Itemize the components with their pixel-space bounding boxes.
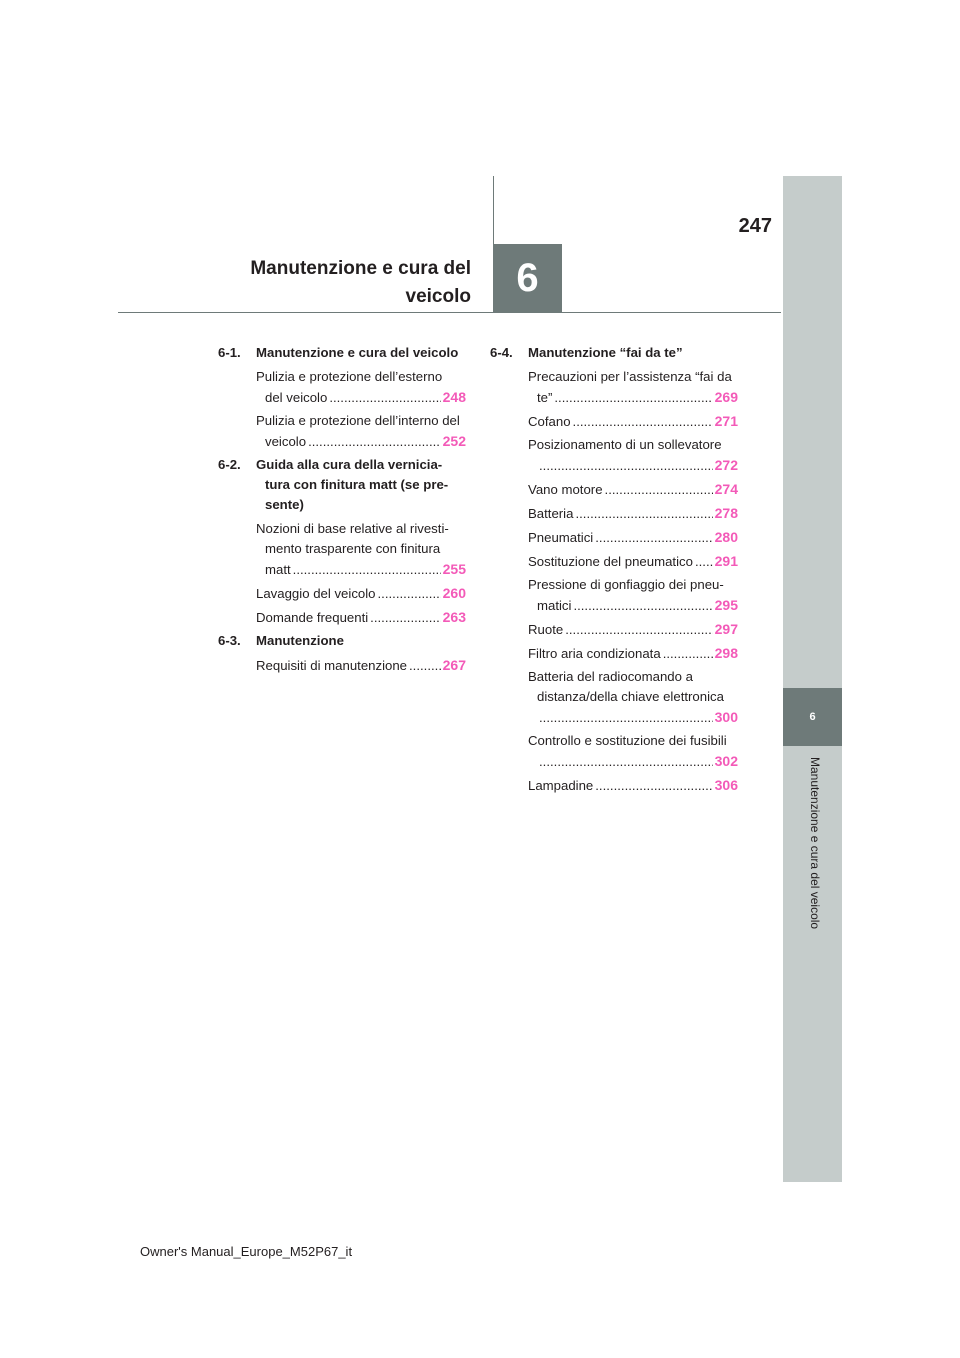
toc-entry[interactable] <box>528 527 738 548</box>
toc-section-6-3[interactable] <box>218 631 466 651</box>
toc-entry[interactable] <box>256 655 466 676</box>
toc-section-6-1[interactable] <box>218 343 466 363</box>
dot-leader <box>329 388 440 408</box>
page-link[interactable]: 248 <box>442 389 466 405</box>
chapter-title-line1: Manutenzione e cura del <box>250 258 471 279</box>
page-link[interactable]: 306 <box>714 777 738 793</box>
entry-text: Lavaggio del veicolo <box>256 586 376 601</box>
entry-text: Batteria <box>528 506 574 521</box>
entry-text: Domande frequenti <box>256 610 369 625</box>
entry-text: Pulizia e protezione dell’interno del <box>256 413 460 428</box>
entry-text: Vano motore <box>528 482 603 497</box>
toc-entry[interactable] <box>256 583 466 604</box>
page-link[interactable]: 274 <box>714 481 738 497</box>
side-chapter-tab <box>783 176 842 1182</box>
header-vertical-rule <box>493 176 494 244</box>
dot-leader <box>575 504 712 524</box>
entry-text: Sostituzione del pneumatico <box>528 554 693 569</box>
dot-leader <box>595 776 712 796</box>
side-tab-number[interactable]: 6 <box>783 688 842 746</box>
section-number: 6-2. <box>218 457 241 472</box>
page-footer: Owner's Manual_Europe_M52P67_it <box>140 1244 353 1259</box>
entry-text: distanza/della chiave elettronica <box>537 689 724 704</box>
header-horizontal-rule <box>118 312 781 313</box>
entry-text: veicolo <box>265 434 307 449</box>
section-title-line: tura con finitura matt (se pre- <box>265 477 449 492</box>
dot-leader <box>695 552 713 572</box>
page-link[interactable]: 269 <box>714 389 738 405</box>
section-title: Manutenzione e cura del veicolo <box>256 345 459 360</box>
entry-text: Lampadine <box>528 778 594 793</box>
section-title <box>256 455 466 515</box>
chapter-title <box>171 255 471 311</box>
toc-entry[interactable] <box>528 575 738 616</box>
entry-text: te” <box>537 390 553 405</box>
section-number: 6-1. <box>218 345 241 360</box>
dot-leader <box>378 584 441 604</box>
page-link[interactable]: 298 <box>714 645 738 661</box>
toc-entry[interactable] <box>528 667 738 728</box>
toc-section-6-2[interactable] <box>218 455 466 515</box>
toc-entry[interactable] <box>256 367 466 408</box>
section-title: Manutenzione <box>256 633 344 648</box>
page-link[interactable]: 272 <box>714 457 738 473</box>
page-link[interactable]: 300 <box>714 709 738 725</box>
entry-text: Batteria del radiocomando a <box>528 669 693 684</box>
entry-text: Posizionamento di un sollevatore <box>528 437 722 452</box>
dot-leader <box>409 656 441 676</box>
toc-entry[interactable] <box>256 519 466 580</box>
toc-entry[interactable] <box>528 479 738 500</box>
dot-leader <box>308 432 441 452</box>
entry-text: Ruote <box>528 622 564 637</box>
toc-entry[interactable] <box>528 411 738 432</box>
entry-text: Pulizia e protezione dell’esterno <box>256 369 443 384</box>
page-link[interactable]: 252 <box>442 433 466 449</box>
toc-entry[interactable] <box>528 643 738 664</box>
page-link[interactable]: 271 <box>714 413 738 429</box>
chapter-number-box: 6 <box>493 244 562 312</box>
dot-leader <box>605 480 713 500</box>
section-number: 6-3. <box>218 633 241 648</box>
page-link[interactable]: 302 <box>714 753 738 769</box>
page-number: 247 <box>738 215 772 237</box>
dot-leader <box>663 644 713 664</box>
dot-leader <box>565 620 712 640</box>
toc-column-right <box>490 343 738 799</box>
entry-text: matt <box>265 562 291 577</box>
dot-leader <box>293 560 441 580</box>
page-link[interactable]: 295 <box>714 597 738 613</box>
dot-leader <box>539 456 713 476</box>
page-link[interactable]: 260 <box>442 585 466 601</box>
page-link[interactable]: 297 <box>714 621 738 637</box>
chapter-title-line2: veicolo <box>405 286 471 307</box>
entry-text: mento trasparente con finitura <box>265 541 441 556</box>
section-number: 6-4. <box>490 345 513 360</box>
toc-entry[interactable] <box>528 775 738 796</box>
toc-entry[interactable] <box>528 551 738 572</box>
page-link[interactable]: 280 <box>714 529 738 545</box>
dot-leader <box>595 528 712 548</box>
page-link[interactable]: 263 <box>442 609 466 625</box>
entry-text: Precauzioni per l’assistenza “fai da <box>528 369 732 384</box>
page-link[interactable]: 267 <box>442 657 466 673</box>
section-title-line: sente) <box>265 497 304 512</box>
entry-text: Filtro aria condizionata <box>528 646 661 661</box>
page-link[interactable]: 255 <box>442 561 466 577</box>
toc-entry[interactable] <box>528 731 738 772</box>
dot-leader <box>554 388 712 408</box>
page-link[interactable]: 278 <box>714 505 738 521</box>
entry-text: Cofano <box>528 414 571 429</box>
dot-leader <box>539 752 713 772</box>
entry-text: Controllo e sostituzione dei fusibili <box>528 733 727 748</box>
toc-section-6-4[interactable] <box>490 343 738 363</box>
toc-entry[interactable] <box>528 367 738 408</box>
page-link[interactable]: 291 <box>714 553 738 569</box>
entry-text: Pneumatici <box>528 530 594 545</box>
toc-entry[interactable] <box>528 435 738 476</box>
section-title-line: Guida alla cura della vernicia- <box>256 457 443 472</box>
entry-text: Nozioni di base relative al rivesti- <box>256 521 449 536</box>
dot-leader <box>573 596 712 616</box>
side-tab-label: Manutenzione e cura del veicolo <box>808 757 822 930</box>
entry-text: matici <box>537 598 572 613</box>
section-title: Manutenzione “fai da te” <box>528 345 683 360</box>
toc-entry[interactable] <box>256 411 466 452</box>
dot-leader <box>539 708 713 728</box>
entry-text: del veicolo <box>265 390 328 405</box>
entry-text: Pressione di gonfiaggio dei pneu- <box>528 577 724 592</box>
toc-entry[interactable] <box>256 607 466 628</box>
dot-leader <box>573 412 713 432</box>
toc-column-left <box>218 343 466 679</box>
toc-entry[interactable] <box>528 619 738 640</box>
toc-entry[interactable] <box>528 503 738 524</box>
dot-leader <box>370 608 440 628</box>
entry-text: Requisiti di manutenzione <box>256 658 408 673</box>
